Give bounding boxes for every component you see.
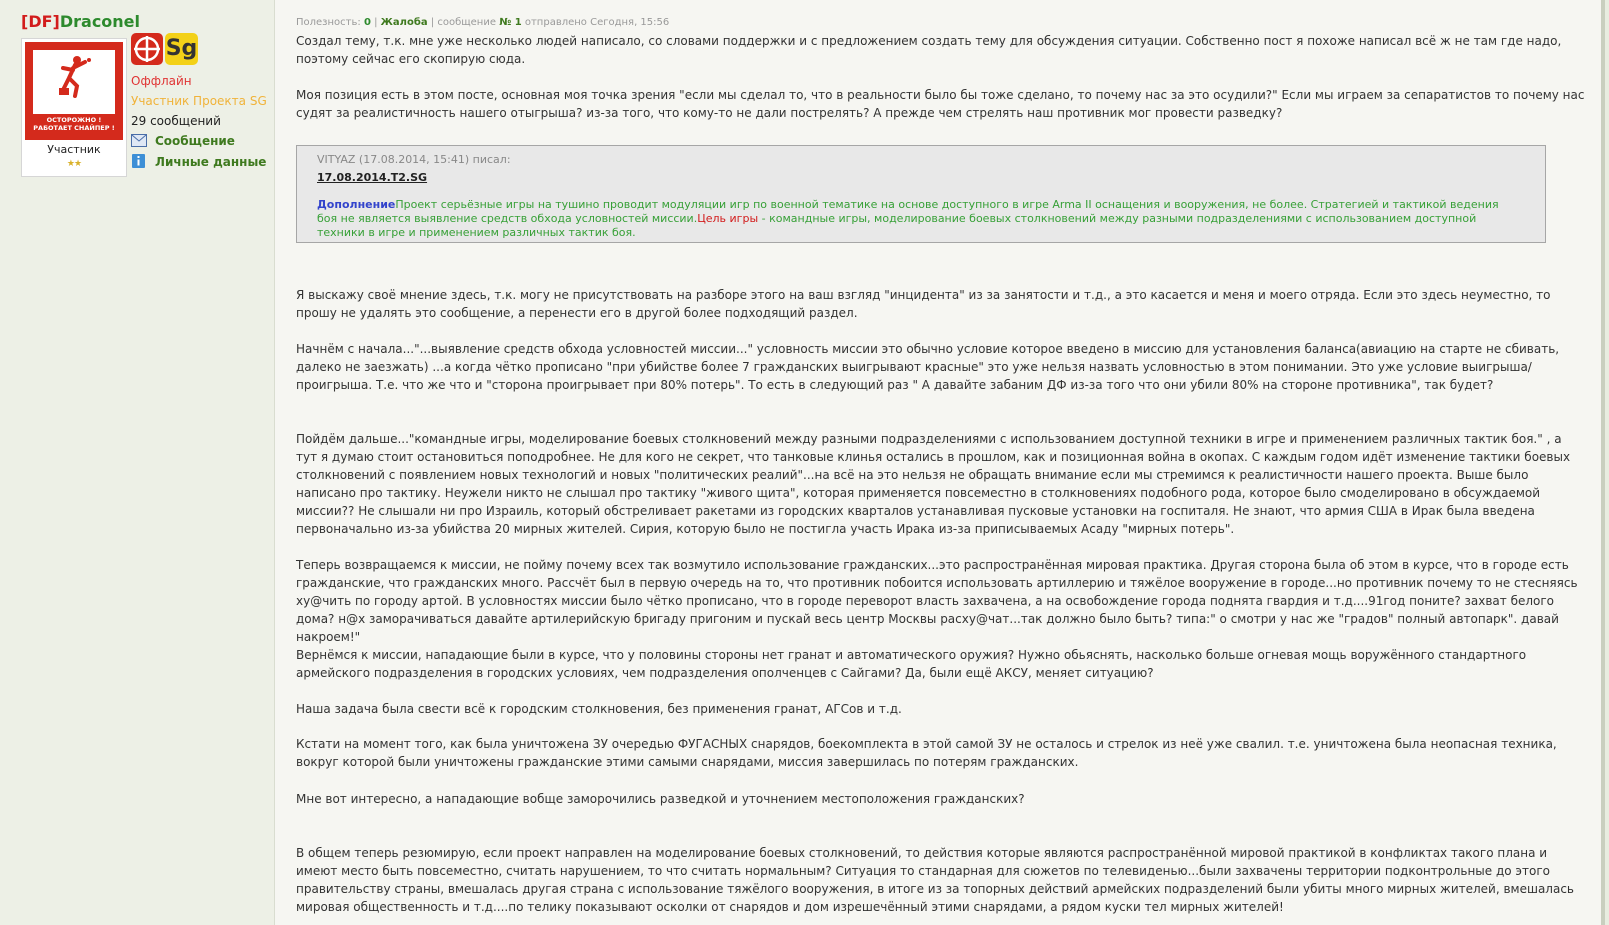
author-nick[interactable]: Draconel [59,12,141,31]
post-paragraph: Наша задача была свести всё к городским столкновения, без применения гранат, АГСов и т.д. [296,702,902,716]
sniper-warning-icon [55,54,95,98]
quote-block [296,145,1546,243]
author-tag[interactable]: [DF] [21,12,60,31]
post-paragraph: Вернёмся к миссии, нападающие были в курсе, что у половины стороны нет гранат и автоматического оружия? Нужно обьяснять, насколько больше огневая мощь воружённого стандартного армейского подразделения в городских условиях, чем подразделения ополченцев с Сайгами? Да, были ещё АКСУ, меняет ситуацию? [296,648,1527,680]
usefulness-value[interactable]: 0 [363,17,371,28]
post-paragraph: В общем теперь резюмирую, если проект направлен на моделирование боевых столкновений, то действия которые являются распространённой мировой практикой в конфликтах такого плана и имеют место быть повсеместно, считать нарушением, то что считать нормальным? Ситуация то стандарная для сюжетов по телевиденью...были захвачены территории подконтрольные до этого правительству страны, вмешалась другая страна с использование тяжёлого вооружения, в итоге из за топорных действий армейских подразделений были убиты много мирных жителей, вмешалась мировая общественность и т.д....по телику показывают осколки от снарядов и дом изрешечённый этими снарядами, а рядом куски тел мирных жителей! [296,846,1574,914]
sg-badge-icon: Sg [165,33,198,65]
quote-body: ДополнениеПроект серьёзные игры на тушино проводит модуляции игр по военной тематике на основе доступного в игре Arma II оснащения и вооружения, не более. Стратегией и тактикой ведения боя не является выявление средств обхода условностей миссии.Цель игры - командные игры, моделирование боевых столкновений между разными подразделениями с использованием доступной техники в игре и применением различных тактик боя. [317,198,1499,239]
avatar-caption: ОСТОРОЖНО ! РАБОТАЕТ СНАЙПЕР ! [31,114,117,134]
author-column [0,0,275,925]
post-paragraph: Кстати на момент того, как была уничтожена ЗУ очередью ФУГАСНЫХ снарядов, боекомплекта в этой самой ЗУ не осталось и стрелок из неё уже свалил. т.е. уничтожена была неопасная техника, вокруг которой были уничтожены гражданские этими самыми снарядами, миссия завершилась по потерям гражданских. [296,737,1557,769]
rank-stars: ★★ [66,159,82,169]
avatar-card [21,38,127,177]
author-name[interactable] [21,12,140,31]
post-paragraph: Моя позиция есть в этом посте, основная моя точка зрения "если мы сделал то, что в реальности было бы тоже сделано, то почему нас за это осудили?" Если мы играем за сепаратистов то почему нас судят за реалистичность нашего отыгрыша? из-за того, что кому-то не дали пострелять? А прежде чем стрелять наш противник мог провести разведку? [296,88,1585,120]
post-paragraph: Создал тему, т.к. мне уже несколько людей написало, со словами поддержки и с предложением создать тему для обсуждения ситуации. Собственно пост я похоже написал всё ж не там где надо, поэтому сейчас его скопирую сюда. [296,34,1562,66]
post-paragraph: Пойдём дальше..."командные игры, моделирование боевых столкновений между разными подразделениями с использованием доступной техники в игре и применением различных тактик боя." , а тут я думаю стоит остановиться поподробнее. Не для кого не секрет, что танковые клинья остались в прошлом, как и позиционная война в окопах. С каждым годом идёт изменение тактики боевых столкновений с появлением новых технологий и новых "политических реалий"...на всё на это нельзя не обращать внимание если мы стремимся к реалистичности нашего проекта. Выше было написано про тактику. Неужели никто не слышал про тактику "живого щита", которая применяется повсеместно в столкновениях подобного рода, которое было смоделировано в обсуждаемой миссии?? Не слышали ни про Израиль, который обстреливает ракетами из городских кварталов устанавливая пусковые установки на госпиталя. Не знают, что армия США в Ирак была введена первоначально из-за убийства 20 мирных жителей. Сирия, которую было не постигла участь Ирака из-за приписываемых Асаду "мирных потерь". [296,432,1571,536]
post-paragraph: Мне вот интересно, а нападающие вобще заморочились разведкой и уточнением местоположения гражданских? [296,792,1025,806]
profile-link[interactable]: Личные данные [131,154,266,169]
post-paragraph: Теперь возвращаемся к миссии, не пойму почему всех так возмутило использование гражданских...это распространённая мировая практика. Другая сторона была об этом в курсе, что в городе есть гражданские, что гражданских много. Рассчёт был в первую очередь на то, что противник побоится использовать артиллерию и тяжёлое вооружение в городе...но противник почему то не стесняясь ху@чить по городу артой. В условностях миссии было чётко прописано, что в городе переворот власть захвачена, а на освобождение города поднята гвардия и т.д....91год поните? захват белого дома? н@х заморачиваться давайте артилерийскую бригаду пригоним и пускай весь центр Москвы расху@чат...так должно было быть? типа:" о смотри у нас же "градов" полный автопарк". давай накроем!" [296,558,1578,644]
message-number-link[interactable]: № 1 [499,17,522,28]
send-message-link[interactable]: Сообщение [131,134,235,148]
sent-time: отправлено Сегодня, 15:56 [524,17,670,28]
envelope-icon [131,134,147,147]
online-status: Оффлайн [131,74,192,88]
post-meta: Полезность: 0 | Жалоба | сообщение № 1 отправлено Сегодня, 15:56 [296,17,670,28]
avatar [25,42,123,140]
info-icon [131,154,147,167]
post-paragraph: Начнём с начала..."...выявление средств обхода условностей миссии..." условность миссии это обычно условие которое введено в миссию для установления баланса(авиацию на старте не сбивать, далеко не заезжать) ...а когда чётко прописано "при убийстве более 7 гражданских выигрывают красные" это уже нельзя назвать условностью в этом понимании. Это уже условие выигрыша/проигрыша. Т.е. что же что и "сторона проигрывает при 80% потерь". То есть в следующий раз " А давайте забаним ДФ из-за того что они убили 80% на стороне противника", так будет? [296,342,1560,392]
quote-link[interactable]: 17.08.2014.T2.SG [317,171,428,184]
post-paragraph: Я выскажу своё мнение здесь, т.к. могу не присутствовать на разборе этого на ваш взгляд "инцидента" из за занятости и т.д., а это касается и меня и моего отряда. Если это здесь неуместно, то прошу не удалять это сообщение, а перенести его в другой более подходящий раздел. [296,288,1551,320]
post-count: 29 сообщений [131,114,221,128]
target-badge-icon [131,33,163,65]
addition-label: Дополнение [317,198,396,211]
report-link[interactable]: Жалоба [380,17,428,28]
user-group: Участник Проекта SG [131,94,267,108]
quote-header: VITYAZ (17.08.2014, 15:41) писал: [317,153,511,166]
goal-label: Цель игры [697,212,759,225]
user-role: Участник [47,143,101,156]
